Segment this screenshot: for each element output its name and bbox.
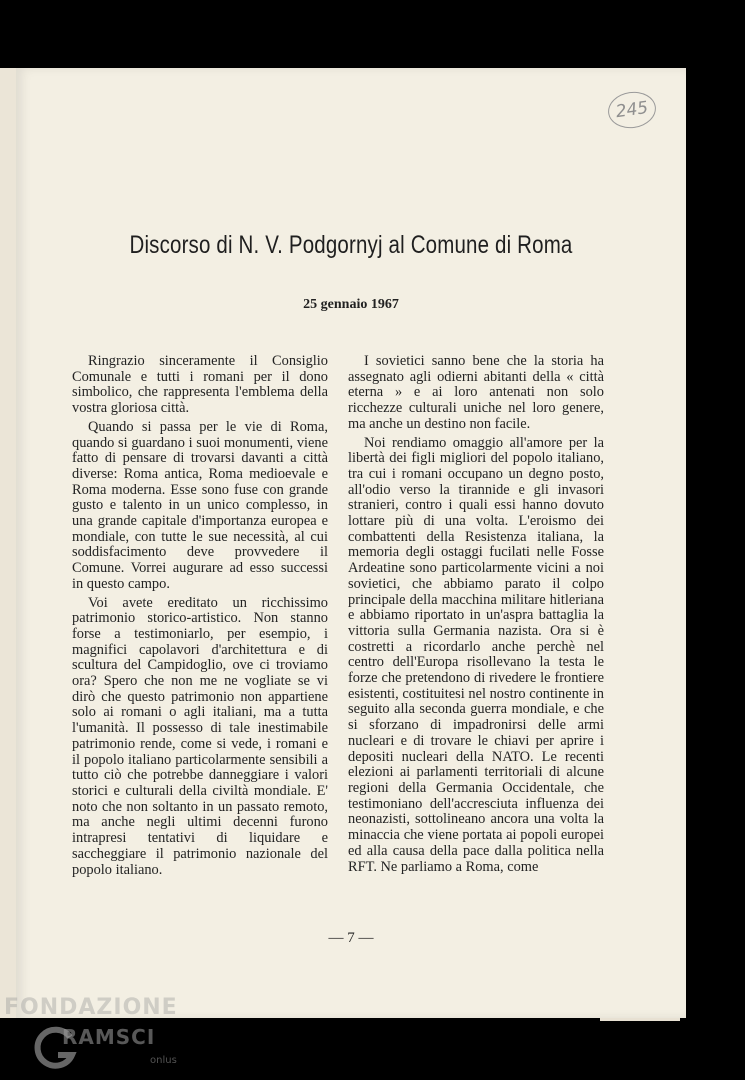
- paragraph: Voi avete ereditato un ricchissimo patrimonio storico-artistico. Non stanno forse a testimoniarlo, per esempio, i magnifici capolavori d'architettura e di scultura del Campidoglio, ove ci troviamo ora? Spero che non me ne vogliate se vi dirò che questo patrimonio non appartiene solo ai romani o agli italiani, ma a tutta l'umanità. Il possesso di tale inestimabile patrimonio rende, come si vede, i romani e il popolo italiano particolarmente sensibili a tutto ciò che potrebbe danneggiare i valori storici e culturali della civiltà mondiale. E' noto che non soltanto in un passato remoto, ma anche negli ultimi decenni furono intrapresi tentativi di liquidare e saccheggiare il patrimonio nazionale del popolo italiano.: [72, 594, 328, 878]
- watermark-line2: RAMSCI: [62, 1025, 156, 1049]
- page-number-footer: — 7 —: [328, 930, 374, 946]
- watermark-line1: FONDAZIONE: [4, 995, 178, 1020]
- document-title: Discorso di N. V. Podgornyj al Comune di Roma: [129, 231, 573, 259]
- handwritten-page-mark: 245: [606, 89, 659, 131]
- left-column: [72, 354, 328, 881]
- watermark-suffix: onlus: [150, 1055, 177, 1066]
- paragraph: Noi rendiamo omaggio all'amore per la libertà dei figli migliori del popolo italiano, tra cui i romani occupano un degno posto, all'odio verso la tirannide e gli invasori stranieri, contro i quali essi hanno dovuto lottare più di una volta. L'eroismo dei combattenti della Resistenza italiana, la memoria degli ostaggi fucilati nelle Fosse Ardeatine sono particolarmente vicini a noi sovietici, che abbiamo parato il colpo principale della macchina militare hitleriana e abbiamo riportato in un'aspra battaglia la vittoria sulla Germania nazista. Ora si è costretti a ricordarlo anche perchè nel centro dell'Europa risollevano la testa le forze che pretendono di rivedere le frontiere esistenti, costituitesi nel nostro continente in seguito alla seconda guerra mondiale, e che si sforzano di impadronirsi delle armi nucleari e di trovare le chiavi per aprire i depositi nucleari della NATO. Le recenti elezioni ai parlamenti territoriali di alcune regioni della Germania Occidentale, che testimoniano dell'accresciuta influenza dei neonazisti, sottolineano ancora una volta la minaccia che viene portata ai popoli europei ed alla causa della pace dalla politica nella RFT. Ne parliamo a Roma, come: [348, 434, 604, 875]
- right-column: [348, 354, 604, 878]
- left-page-edge: [0, 68, 17, 1018]
- paragraph: Quando si passa per le vie di Roma, quando si guardano i suoi monumenti, viene fatto di pensare di trovarsi davanti a città diverse: Roma antica, Roma medioevale e Roma moderna. Esse sono fuse con grande gusto e talento in un unico complesso, in una grande capitale d'importanza europea e mondiale, con tutte le sue necessità, al cui soddisfacimento deve provvedere il Comune. Vorrei augurare ad esso successi in questo campo.: [72, 418, 328, 592]
- document-date: 25 gennaio 1967: [303, 297, 399, 312]
- watermark: [0, 995, 200, 1080]
- paragraph: I sovietici sanno bene che la storia ha assegnato agli odierni abitanti della « città eterna » e ai loro antenati non solo ricchezze culturali uniche nel loro genere, ma anche un destino non facile.: [348, 353, 604, 432]
- document-page: [16, 68, 686, 1018]
- paragraph: Ringrazio sinceramente il Consiglio Comunale e tutti i romani per il dono simbolico, che rappresenta l'emblema della vostra gloriosa città.: [72, 353, 328, 417]
